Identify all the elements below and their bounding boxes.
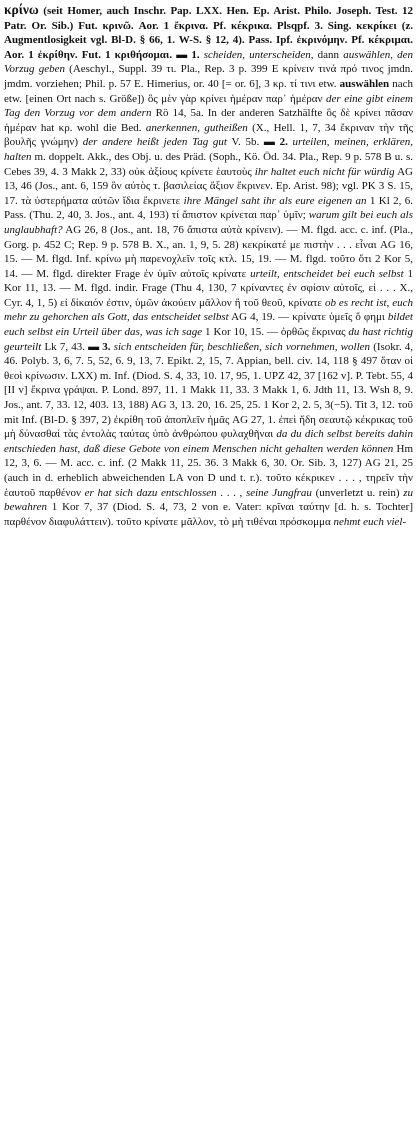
gloss-italic: ihr haltet euch nicht für würdig bbox=[254, 165, 395, 178]
gloss-italic: urteilt, entscheidet bei euch selbst bbox=[250, 267, 404, 280]
gloss-italic: du hast richtig geurteilt bbox=[4, 326, 413, 353]
gloss-italic: nehmt euch viel- bbox=[333, 515, 407, 528]
bold-text: ▬ bbox=[172, 48, 192, 61]
bold-text: ▬ 2. bbox=[259, 136, 288, 149]
gloss-italic: ihre Mängel saht ihr als eure eigenen an bbox=[183, 194, 367, 207]
gloss-italic: zu bewahren bbox=[4, 486, 414, 514]
gloss-italic: urteilen, meinen, erklären, halten bbox=[4, 136, 414, 163]
gloss-italic: er hat sich dazu entschlossen bbox=[84, 486, 217, 499]
entry-text: 1 Kl 2, 6. Pass. (Thu. 2, 40, 3. Jos., ant. 4, 193) τί ἄπιστον κρίνεται παρ᾽ ὑμῖν; bbox=[4, 194, 414, 222]
entry-text: V. 5b. bbox=[226, 136, 260, 149]
gloss-italic: ob es recht ist, euch mehr zu gehorchen als Gott, das entscheidet selbst bbox=[4, 296, 413, 324]
bold-text: (seit Homer, auch Inschr. Pap. LXX. Hen. Ep. Arist. Philo. Joseph. Test. 12 Patr. Or. Sib.) Fut. κρινῶ. Aor. 1 ἔκρινα. Pf. κέκρικα. Plsqpf. 3. Sing. κεκρίκει (z. Augmentlosigkeit vgl. Bl-D. § 66, 1. W-S. § 12, 4). Pass. Ipf. ἐκρινόμην. Pf. κέκριμαι. Aor. 1 ἐκρίθην. Fut. 1 κριθήσομαι. bbox=[4, 5, 413, 61]
gloss-italic: sich entscheiden für, beschließen, sich vornehmen, wollen bbox=[110, 340, 371, 353]
gloss-italic: auswählen, den Vorzug geben bbox=[4, 48, 413, 76]
gloss-italic: der andere heißt jeden Tag gut bbox=[82, 136, 227, 149]
entry-text: (Isokr. 4, 46. Polyb. 3, 6, 7. 5, 52, 6. 9, 13, 7. Epikt. 2, 15, 7. Appian, bell. civ. 14, 118 § 497 ὅταν οἱ θεοὶ κρίνωσιν. LXX) m. Inf. (Diod. S. 4, 33, 10. 17, 95, 1. UPZ 42, 37 [162 v]. P. Tebt. 55, 4 [II v] ἔκρινα γράψαι. P. Lond. 897, 11. 1 Makk 11, 33. 3 Makk 1, 6. Jdth 11, 13. Wsh 8, 9. Jos., ant. 7, 33. 12, 403. 13, 188) AG 3, 13. 20, 16. 25, 25. 1 Kor 2, 2. 5, 3(−5). Tit 3, 12. τοῦ mit Inf. (Bl-D. § 397, 2) ἐκρίθη τοῦ ἀποπλεῖν ἡμᾶς AG 27, 1. ἐπεὶ ἤδη σεαυτῷ κέκρικας τοῦ μὴ δύνασθαί τὰς ἐντολὰς ταύτας ὑπὸ ἀνθρώπου φυλαχθῆναι bbox=[4, 340, 414, 441]
entry-text: AG 26, 8 (Jos., ant. 18, 76 ἄπιστα αὐτὰ κρίνειν). — M. flgd. acc. c. inf. (Pla., Gorg. p. 452 C; Rep. 9 p. 578 B. X., an. 1, 9, 5. 28) κεκρίκατέ με πιστὴν . . . εἶναι AG 16, 15. — M. flgd. Inf. κρίνω μὴ παρενοχλεῖν τοῖς κτλ. 15, 19. — M. flgd. τοῦτο ὅτι 2 Kor 5, 14. — M. flgd. direkter Frage ἐν ὑμῖν αὐτοῖς κρίνατε bbox=[4, 223, 413, 280]
entry-text: 1 Kor 11, 13. — M. flgd. indir. Frage (Thu 4, 130, 7 κρίναντες ἐν σφίσιν αὐτοῖς, εἰ . . . X., Cyr. 4, 1, 5) εἰ δίκαιόν ἐστιν, ὑμῶν ἀκούειν μᾶλλον ἢ τοῦ θεοῦ, κρίνατε bbox=[4, 267, 413, 309]
entry-text: (Aeschyl., Suppl. 39 τι. Pla., Rep. 3 p. 399 E κρίνειν τινά πρό τινος jmdn. jmdm. vorziehen; Phil. p. 57 E. Himerius, or. 40 [= or. 6], 3 κρ. τί τινι etw. bbox=[4, 63, 413, 90]
bold-text: auswählen bbox=[339, 77, 390, 90]
gloss-italic: anerkennen, gutheißen bbox=[145, 121, 248, 134]
headword: κρίνω bbox=[4, 2, 39, 17]
entry-text: 1 Kor 10, 15. — ὀρθῶς ἔκρινας bbox=[202, 326, 349, 339]
entry-text: (X., Hell. 1, 7, 34 ἔκριναν τὴν τῆς βουλῆς γνώμην) bbox=[4, 121, 414, 149]
entry-text: AG 4, 19. — κρίνατε ὑμεῖς ὅ φημι bbox=[228, 311, 388, 324]
lexicon-entry-krino bbox=[4, 3, 413, 529]
entry-text: 1 Kor 7, 37 (Diod. S. 4, 73, 2 von e. Vater: κρῖναι ταύτην [d. h. s. Tochter] παρθένον διαφυλάττειν). τοῦτο κρίνατε μᾶλλον, τὸ μὴ τιθέναι πρόσκομμα bbox=[4, 501, 413, 528]
bold-text: 1. bbox=[191, 48, 200, 61]
bold-text: ▬ 3. bbox=[84, 340, 111, 353]
entry-text: (unverletzt u. rein) bbox=[311, 486, 404, 499]
entry-text: dann bbox=[317, 48, 344, 61]
entry-text: Lk 7, 43. bbox=[41, 340, 85, 353]
entry-text: Hm 12, 3, 6. — M. acc. c. inf. (2 Makk 11, 25. 36. 3 Makk 6, 30. Or. Sib. 3, 127) AG 21, 25 (auch in d. erheblich abweichenden LA von D und t. r.). τοῦτο κέκρικεν . . . , τηρεῖν τὴν ἑαυτοῦ παρθένον bbox=[4, 442, 414, 499]
gloss-italic: seine Jungfrau bbox=[245, 486, 312, 499]
entry-text: Rö 14, 5a. In der anderen Satzhälfte ὃς δὲ κρίνει πᾶσαν ἡμέραν hat κρ. wohl die Bed. bbox=[4, 107, 413, 134]
gloss-italic: scheiden, unterscheiden, bbox=[199, 48, 318, 61]
entry-text: m. doppelt. Akk., des Obj. u. des Präd. (Soph., Kö. Öd. 34. Pla., Rep. 9 p. 578 B u. s. Cebes 39, 4. 3 Makk 2, 33) οὐκ ἀξίους κρίνετε ἑαυτοὺς bbox=[4, 150, 413, 178]
gloss-italic: bildet euch selbst ein Urteil über das, was ich sage bbox=[4, 311, 413, 339]
gloss-italic: der eine gibt einem Tag den Vorzug vor dem andern bbox=[4, 92, 413, 120]
entry-text: nach etw. [einen Ort nach s. Größe]) ὃς μὲν γὰρ κρίνει ἡμέραν παρ᾽ ἡμέραν bbox=[4, 77, 413, 105]
gloss-italic: da du dich selbst bereits dahin entschieden hast, daß diese Gebote von einem Menschen nicht gehalten werden können bbox=[4, 428, 413, 455]
entry-text: AG 13, 46 (Jos., ant. 6, 159 ὃν αὐτὸς τ. βασιλείας ἄξιον ἔκρινεν. Ep. Arist. 98); vgl. PK 3 S. 15, 17. τὰ ὑστερήματα αὐτῶν ἴδια ἔκρινετε bbox=[4, 165, 414, 207]
entry-text: . . . , bbox=[216, 486, 246, 499]
gloss-italic: warum gilt bei euch als unglaubhaft? bbox=[4, 209, 413, 236]
